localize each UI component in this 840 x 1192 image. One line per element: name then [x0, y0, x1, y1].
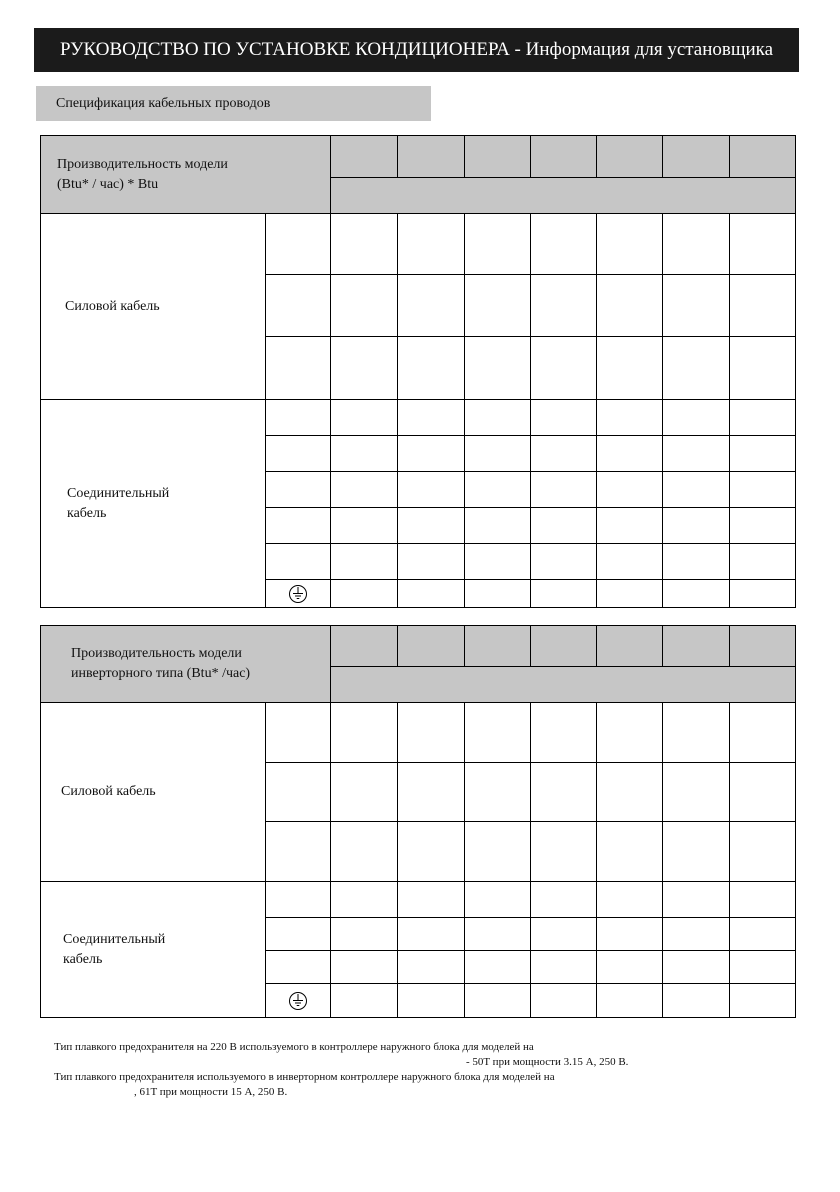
model-capacity-header-line2: (Btu* / час) * Btu: [57, 176, 159, 192]
capacity-value-cell: [331, 667, 796, 703]
table-cell: [331, 703, 398, 763]
table-cell: [531, 918, 597, 951]
table-cell: [597, 984, 663, 1018]
table-cell: [266, 214, 331, 275]
table-cell: [465, 951, 531, 984]
table-cell: [597, 918, 663, 951]
table-cell: [597, 214, 663, 275]
table-cell: [730, 918, 796, 951]
fuse-note-line1: Тип плавкого предохранителя на 220 В используемого в контроллере наружного блока для моделей на: [54, 1041, 534, 1053]
fuse-note-line2: - 50T при мощности 3.15 A, 250 В.: [466, 1056, 629, 1068]
connect-cable-label-line1: Соединительный: [63, 931, 166, 947]
table-cell: [398, 472, 465, 508]
table-cell: [531, 214, 597, 275]
table-cell: [465, 918, 531, 951]
table-cell: [398, 275, 465, 337]
table-cell: [730, 214, 796, 275]
table-cell: [331, 337, 398, 400]
table-cell: [398, 436, 465, 472]
table-cell: [663, 400, 730, 436]
table-cell: [465, 822, 531, 882]
table-cell: [663, 508, 730, 544]
table-cell: [730, 472, 796, 508]
table-cell: [266, 951, 331, 984]
table-cell: [465, 508, 531, 544]
table-cell: [465, 544, 531, 580]
page-header: [34, 28, 799, 72]
table-cell: [331, 763, 398, 822]
model-cell: [465, 626, 531, 667]
table-cell: [531, 703, 597, 763]
table-cell: [398, 822, 465, 882]
connect-cable-label-cell: [41, 400, 266, 608]
table-cell: [465, 472, 531, 508]
table-cell: [730, 984, 796, 1018]
table-cell: [531, 275, 597, 337]
table-cell: [331, 918, 398, 951]
table-cell: [266, 763, 331, 822]
table-cell: [465, 436, 531, 472]
inverter-capacity-header: [41, 626, 331, 703]
model-cell: [531, 136, 597, 178]
power-cable-label: Силовой кабель: [61, 784, 156, 799]
model-cell: [331, 626, 398, 667]
fuse-note-line4: , 61T при мощности 15 A, 250 В.: [134, 1086, 288, 1098]
power-cable-label-cell: [41, 703, 266, 882]
table-cell: [266, 436, 331, 472]
table-cell: [331, 275, 398, 337]
table-cell: [465, 882, 531, 918]
table-cell: [663, 544, 730, 580]
table-cell: [398, 214, 465, 275]
connect-cable-label-cell: [41, 882, 266, 1018]
model-cell: [398, 136, 465, 178]
table-cell: [597, 580, 663, 608]
table-cell: [266, 400, 331, 436]
page-title: РУКОВОДСТВО ПО УСТАНОВКЕ КОНДИЦИОНЕРА - Информация для установщика: [60, 39, 774, 60]
table-cell: [331, 508, 398, 544]
model-cell: [730, 626, 796, 667]
table-cell: [465, 763, 531, 822]
table-cell: [663, 580, 730, 608]
table-cell: [465, 984, 531, 1018]
table-cell: [331, 951, 398, 984]
table-cell: [663, 882, 730, 918]
table-cell: [597, 275, 663, 337]
table-cell: [331, 822, 398, 882]
table-cell: [597, 882, 663, 918]
table-cell: [531, 763, 597, 822]
table-cell: [663, 703, 730, 763]
table-cell: [663, 472, 730, 508]
inverter-capacity-header-line2: инверторного типа (Btu* /час): [71, 666, 251, 681]
cable-spec-table-standard: [40, 135, 796, 608]
table-cell: [266, 703, 331, 763]
table-cell: [331, 214, 398, 275]
table-cell: [531, 337, 597, 400]
table-cell: [531, 436, 597, 472]
section-title-bar: [36, 86, 431, 121]
model-cell: [531, 626, 597, 667]
cable-spec-table-inverter: [40, 625, 796, 1018]
table-cell: [730, 703, 796, 763]
table-cell: [597, 400, 663, 436]
model-cell: [465, 136, 531, 178]
table-cell: [331, 882, 398, 918]
table-cell: [531, 400, 597, 436]
model-cell: [597, 626, 663, 667]
table-cell: [730, 763, 796, 822]
table-cell: [266, 882, 331, 918]
table-cell: [331, 544, 398, 580]
table-cell: [465, 275, 531, 337]
table-cell: [597, 337, 663, 400]
table-cell: [465, 337, 531, 400]
table-cell: [531, 580, 597, 608]
table-cell: [730, 580, 796, 608]
model-capacity-header-line1: Производительность модели: [57, 156, 228, 172]
table-cell: [730, 508, 796, 544]
table-cell: [266, 337, 331, 400]
table-cell: [730, 400, 796, 436]
table-cell: [331, 580, 398, 608]
table-cell: [266, 544, 331, 580]
table-cell: [465, 703, 531, 763]
table-cell: [597, 436, 663, 472]
table-cell: [531, 508, 597, 544]
table-cell: [531, 472, 597, 508]
table-cell: [398, 951, 465, 984]
table-cell: [597, 508, 663, 544]
table-cell: [597, 472, 663, 508]
connect-cable-label-line2: кабель: [67, 505, 107, 521]
table-cell: [597, 763, 663, 822]
table-cell: [531, 984, 597, 1018]
table-cell: [531, 822, 597, 882]
table-cell: [266, 822, 331, 882]
table-cell: [531, 544, 597, 580]
connect-cable-label-line1: Соединительный: [67, 485, 170, 501]
table-cell: [730, 822, 796, 882]
table-cell: [663, 275, 730, 337]
connect-cable-label-line2: кабель: [63, 951, 103, 967]
table-cell: [531, 951, 597, 984]
table-cell: [398, 763, 465, 822]
earth-cell: [266, 580, 331, 608]
fuse-note-line3: Тип плавкого предохранителя используемого в инверторном контроллере наружного блока для моделей на: [54, 1071, 555, 1083]
table-cell: [597, 544, 663, 580]
table-cell: [465, 214, 531, 275]
table-cell: [663, 822, 730, 882]
earth-ground-icon: [288, 991, 308, 1011]
table-cell: [597, 703, 663, 763]
model-cell: [663, 136, 730, 178]
table-cell: [663, 951, 730, 984]
table-cell: [663, 763, 730, 822]
table-cell: [398, 703, 465, 763]
capacity-value-cell: [331, 178, 796, 214]
table-cell: [730, 544, 796, 580]
model-cell: [730, 136, 796, 178]
table-cell: [331, 400, 398, 436]
table-cell: [597, 951, 663, 984]
table-cell: [398, 984, 465, 1018]
model-cell: [597, 136, 663, 178]
table-cell: [331, 984, 398, 1018]
table-cell: [663, 918, 730, 951]
table-cell: [398, 337, 465, 400]
table-cell: [663, 984, 730, 1018]
section-title: Спецификация кабельных проводов: [56, 96, 271, 111]
power-cable-label-cell: [41, 214, 266, 400]
model-cell: [663, 626, 730, 667]
table-cell: [730, 951, 796, 984]
table-cell: [663, 337, 730, 400]
table-cell: [465, 400, 531, 436]
table-cell: [663, 436, 730, 472]
table-cell: [398, 580, 465, 608]
table-cell: [398, 544, 465, 580]
table-cell: [398, 882, 465, 918]
model-capacity-header: [41, 136, 331, 214]
power-cable-label: Силовой кабель: [65, 298, 160, 314]
table-cell: [331, 472, 398, 508]
table-cell: [331, 436, 398, 472]
table-cell: [730, 275, 796, 337]
model-cell: [398, 626, 465, 667]
table-cell: [266, 918, 331, 951]
fuse-notes: [54, 1040, 674, 1100]
earth-cell: [266, 984, 331, 1018]
model-cell: [331, 136, 398, 178]
table-cell: [663, 214, 730, 275]
table-cell: [266, 275, 331, 337]
table-cell: [266, 508, 331, 544]
table-cell: [597, 822, 663, 882]
table-cell: [398, 918, 465, 951]
table-cell: [730, 436, 796, 472]
table-cell: [730, 882, 796, 918]
table-cell: [531, 882, 597, 918]
inverter-capacity-header-line1: Производительность модели: [71, 646, 242, 661]
earth-ground-icon: [288, 584, 308, 604]
table-cell: [730, 337, 796, 400]
table-cell: [465, 580, 531, 608]
table-cell: [266, 472, 331, 508]
table-cell: [398, 400, 465, 436]
table-cell: [398, 508, 465, 544]
